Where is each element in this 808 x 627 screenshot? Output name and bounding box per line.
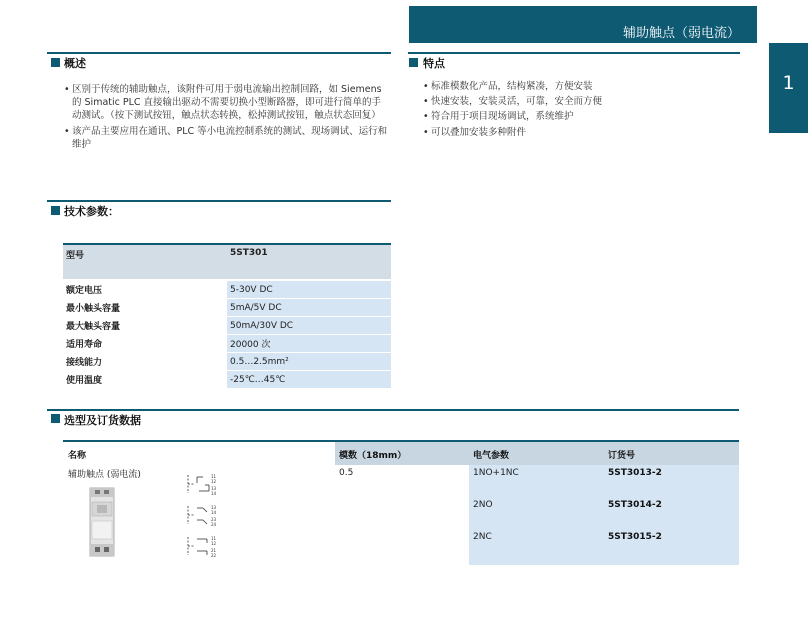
table-row [63, 353, 391, 371]
ordering-divider [47, 409, 739, 411]
order-number: 5ST3014-2 [608, 500, 662, 510]
ordering-data-band [469, 465, 739, 565]
overview-divider [47, 52, 391, 54]
contact-terminal-label: 14 [211, 491, 217, 496]
contact-terminal-label: 12 [211, 479, 217, 484]
spec-value: 20000 次 [227, 335, 391, 353]
spec-label: 使用温度 [63, 371, 227, 389]
chapter-number: 1 [782, 72, 795, 94]
spec-value: 50mA/30V DC [227, 317, 391, 335]
table-row [63, 371, 391, 389]
ordering-header-name: 名称 [68, 451, 87, 461]
spec-label: 额定电压 [63, 281, 227, 299]
contact-terminal-label: 22 [211, 553, 217, 558]
spec-value: 5mA/5V DC [227, 299, 391, 317]
contact-terminal-label: 21 [211, 548, 217, 553]
ordering-header-module: 模数（18mm） [339, 451, 407, 461]
spec-value: -25℃…45℃ [227, 371, 391, 389]
overview-bullet: • 该产品主要应用在通讯、PLC 等小电流控制系统的测试、现场调试、运行和维护 [64, 125, 390, 151]
ordering-header-order-no: 订货号 [608, 451, 636, 461]
contact-symbol-1no1nc-icon [185, 471, 217, 497]
contact-terminal-label: 13 [211, 505, 217, 510]
overview-bullet: • 区别于传统的辅助触点，该附件可用于弱电流输出控制回路，如 Siemens 的 Simatic PLC 直接输出驱动不需要切换小型断路器，即可进行简单的手动测试。（按下测试按钮，触点状态转换，松掉测试按钮，触点状态回复） [64, 83, 390, 123]
table-row [63, 299, 391, 317]
contact-terminal-label: 14 [211, 510, 217, 515]
contact-terminal-label: 11 [211, 536, 217, 541]
spec-label: 最小触头容量 [63, 299, 227, 317]
spec-label: 接线能力 [63, 353, 227, 371]
electrical-value: 2NO [473, 500, 493, 510]
ordering-marker [51, 414, 60, 423]
contact-terminal-label: 13 [211, 486, 217, 491]
contact-terminal-label: 24 [211, 522, 217, 527]
electrical-value: 1NO+1NC [473, 468, 519, 478]
contact-symbol-2no-icon [185, 502, 217, 528]
features-bullet: • 可以叠加安装多种附件 [423, 126, 743, 139]
table-row [63, 317, 391, 335]
features-marker [409, 58, 418, 67]
overview-title: 概述 [64, 57, 86, 70]
electrical-value: 2NC [473, 532, 492, 542]
features-title: 特点 [423, 57, 445, 70]
module-value: 0.5 [339, 468, 354, 478]
spec-header-value: 5ST301 [230, 248, 268, 258]
tech-marker [51, 206, 60, 215]
ordering-header-electrical: 电气参数 [473, 451, 510, 461]
spec-label: 适用寿命 [63, 335, 227, 353]
contact-symbol-2nc-icon [185, 533, 217, 559]
features-bullet: • 标准模数化产品，结构紧凑，方便安装 [423, 80, 743, 93]
order-number: 5ST3013-2 [608, 468, 662, 478]
table-row [63, 335, 391, 353]
spec-label: 最大触头容量 [63, 317, 227, 335]
ordering-title: 选型及订货数据 [64, 414, 141, 427]
product-name: 辅助触点 (弱电流) [68, 470, 141, 480]
contact-terminal-label: 12 [211, 541, 217, 546]
spec-value: 5-30V DC [227, 281, 391, 299]
tech-title: 技术参数： [64, 205, 119, 218]
spec-value: 0.5…2.5mm² [227, 353, 391, 371]
order-number: 5ST3015-2 [608, 532, 662, 542]
contact-terminal-label: 11 [211, 474, 217, 479]
spec-header-row [63, 245, 391, 279]
features-bullet: • 符合用于项目现场调试，系统维护 [423, 110, 743, 123]
overview-marker [51, 58, 60, 67]
contact-terminal-label: 23 [211, 517, 217, 522]
product-photo [86, 486, 120, 558]
tech-divider [47, 200, 391, 202]
spec-header-label: 型号 [66, 251, 85, 261]
features-bullet: • 快速安装，安装灵活，可靠，安全而方便 [423, 95, 743, 108]
features-divider [408, 52, 740, 54]
overview-list [64, 83, 390, 153]
spec-table [63, 281, 391, 389]
table-row [63, 281, 391, 299]
page-title: 辅助触点（弱电流） [622, 26, 740, 41]
features-list [423, 80, 743, 141]
